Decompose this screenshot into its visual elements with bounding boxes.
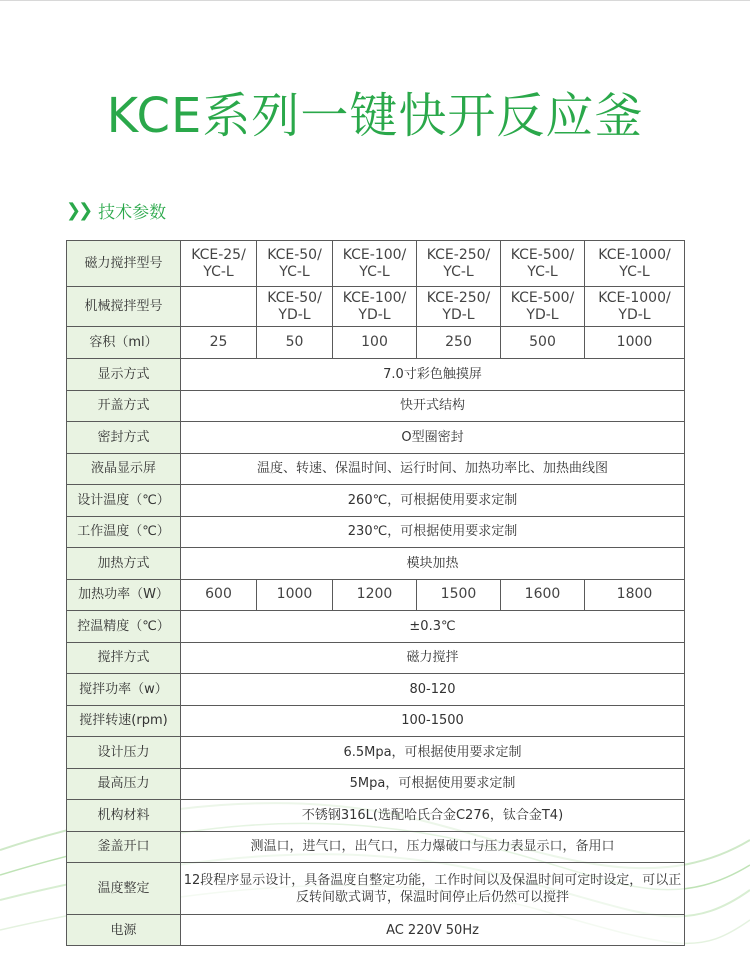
volume-row [67, 327, 685, 359]
row-label: 加热功率（W） [67, 579, 181, 611]
model-cell: KCE-1000/ YC-L [585, 241, 685, 287]
spec-value: 模块加热 [181, 548, 685, 580]
top-divider [0, 0, 750, 1]
value-cell: 100 [333, 327, 417, 359]
spec-row [67, 485, 685, 517]
model-cell: KCE-25/ YC-L [181, 241, 257, 287]
spec-value: 80-120 [181, 674, 685, 706]
row-label: 釜盖开口 [67, 831, 181, 863]
value-cell: 25 [181, 327, 257, 359]
spec-value: 7.0寸彩色触摸屏 [181, 359, 685, 391]
spec-table [66, 240, 685, 946]
spec-value: 不锈钢316L(选配哈氏合金C276，钛合金T4) [181, 800, 685, 832]
row-label: 容积（ml） [67, 327, 181, 359]
model-cell: KCE-250/ YC-L [417, 241, 501, 287]
section-title: 技术参数 [98, 202, 167, 223]
row-label: 工作温度（℃） [67, 516, 181, 548]
spec-value: 5Mpa，可根据使用要求定制 [181, 768, 685, 800]
model-cell: KCE-1000/ YD-L [585, 287, 685, 327]
model-cell: KCE-100/ YD-L [333, 287, 417, 327]
spec-value: 260℃，可根据使用要求定制 [181, 485, 685, 517]
spec-row [67, 831, 685, 863]
spec-value: 12段程序显示设计，具备温度自整定功能，工作时间以及保温时间可定时设定，可以正反转间歇式调节，保温时间停止后仍然可以搅拌 [181, 863, 685, 915]
double-chevron-icon: ❯❯ [66, 199, 91, 221]
model-cell: KCE-100/ YC-L [333, 241, 417, 287]
spec-row [67, 915, 685, 946]
spec-row [67, 611, 685, 643]
spec-row [67, 737, 685, 769]
model-row-yc [67, 241, 685, 287]
value-cell: 1200 [333, 579, 417, 611]
value-cell: 1500 [417, 579, 501, 611]
row-label: 开盖方式 [67, 390, 181, 422]
model-cell: KCE-500/ YC-L [501, 241, 585, 287]
spec-row [67, 768, 685, 800]
spec-value: AC 220V 50Hz [181, 915, 685, 946]
model-cell: KCE-500/ YD-L [501, 287, 585, 327]
row-label: 搅拌功率（w） [67, 674, 181, 706]
value-cell: 1800 [585, 579, 685, 611]
row-label: 机械搅拌型号 [67, 287, 181, 327]
power-row [67, 579, 685, 611]
spec-value: ±0.3℃ [181, 611, 685, 643]
page-title: KCE系列一键快开反应釜 [106, 88, 644, 144]
spec-row [67, 642, 685, 674]
spec-value: 测温口，进气口，出气口，压力爆破口与压力表显示口，备用口 [181, 831, 685, 863]
value-cell: 500 [501, 327, 585, 359]
row-label: 加热方式 [67, 548, 181, 580]
spec-row [67, 548, 685, 580]
row-label: 温度整定 [67, 863, 181, 915]
row-label: 最高压力 [67, 768, 181, 800]
spec-value: 磁力搅拌 [181, 642, 685, 674]
row-label: 设计温度（℃） [67, 485, 181, 517]
model-cell: KCE-50/ YC-L [257, 241, 333, 287]
spec-row [67, 422, 685, 454]
row-label: 机构材料 [67, 800, 181, 832]
spec-value: 230℃，可根据使用要求定制 [181, 516, 685, 548]
value-cell: 1000 [585, 327, 685, 359]
value-cell: 600 [181, 579, 257, 611]
value-cell: 1600 [501, 579, 585, 611]
row-label: 密封方式 [67, 422, 181, 454]
value-cell: 50 [257, 327, 333, 359]
spec-value: 6.5Mpa，可根据使用要求定制 [181, 737, 685, 769]
spec-value: O型圈密封 [181, 422, 685, 454]
spec-row [67, 800, 685, 832]
spec-value: 100-1500 [181, 705, 685, 737]
row-label: 液晶显示屏 [67, 453, 181, 485]
spec-row [67, 674, 685, 706]
value-cell: 1000 [257, 579, 333, 611]
model-row-yd [67, 287, 685, 327]
spec-row [67, 863, 685, 915]
spec-row [67, 705, 685, 737]
row-label: 显示方式 [67, 359, 181, 391]
spec-row [67, 390, 685, 422]
section-heading [66, 198, 166, 222]
row-label: 电源 [67, 915, 181, 946]
row-label: 设计压力 [67, 737, 181, 769]
spec-row [67, 359, 685, 391]
model-cell: KCE-50/ YD-L [257, 287, 333, 327]
spec-row [67, 453, 685, 485]
model-cell [181, 287, 257, 327]
value-cell: 250 [417, 327, 501, 359]
model-cell: KCE-250/ YD-L [417, 287, 501, 327]
spec-value: 温度、转速、保温时间、运行时间、加热功率比、加热曲线图 [181, 453, 685, 485]
row-label: 控温精度（℃） [67, 611, 181, 643]
spec-value: 快开式结构 [181, 390, 685, 422]
row-label: 搅拌转速(rpm) [67, 705, 181, 737]
spec-row [67, 516, 685, 548]
row-label: 磁力搅拌型号 [67, 241, 181, 287]
row-label: 搅拌方式 [67, 642, 181, 674]
